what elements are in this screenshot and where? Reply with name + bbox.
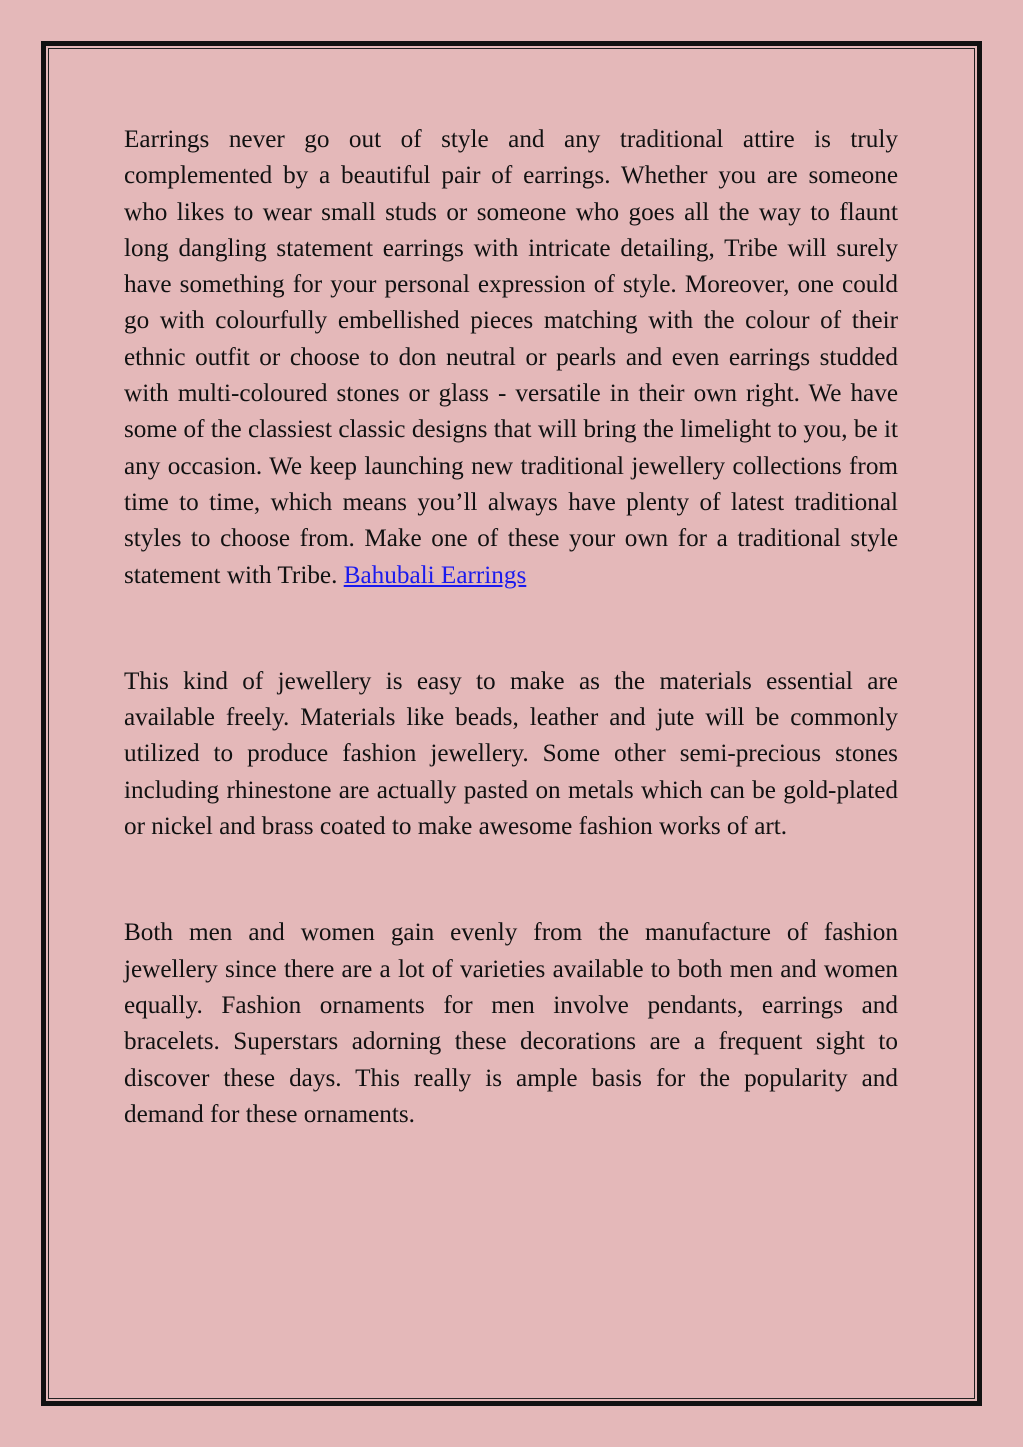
- paragraph-earrings-text: Earrings never go out of style and any traditional attire is truly complemented by a beautiful pair of earrings. Whether you are someone who likes to wear small studs or someone who goes all the way to flaunt long dangling statement earrings with intricate detailing, Tribe will surely have something for your personal expression of style. Moreover, one could go with colourfully embellished pieces matching with the colour of their ethnic outfit or choose to don neutral or pearls and even earrings studded with multi-coloured stones or glass - versatile in their own right. We have some of the classiest classic designs that will bring the limelight to you, be it any occasion. We keep launching new traditional jewellery collections from time to time, which means you’ll always have plenty of latest traditional styles to choose from. Make one of these your own for a traditional style statement with Tribe.: [124, 126, 898, 589]
- paragraph-men-and-women: Both men and women gain evenly from the manufacture of fashion jewellery since there are a lot of varieties available to both men and women equally. Fashion ornaments for men involve pendants, earrings and bracelets. Superstars adorning these decorations are a frequent sight to discover these days. This really is ample basis for the popularity and demand for these ornaments.: [124, 919, 898, 1128]
- bahubali-earrings-link[interactable]: Bahubali Earrings: [343, 561, 527, 589]
- document-body: [124, 122, 898, 1133]
- paragraph-earrings: [124, 122, 898, 594]
- paragraph-materials: This kind of jewellery is easy to make as the materials essential are available freely. Materials like beads, leather and jute will be commonly utilized to produce fashion jewellery. Some other semi-precious stones including rhinestone are actually pasted on metals which can be gold-plated or nickel and brass coated to make awesome fashion works of art.: [124, 667, 898, 841]
